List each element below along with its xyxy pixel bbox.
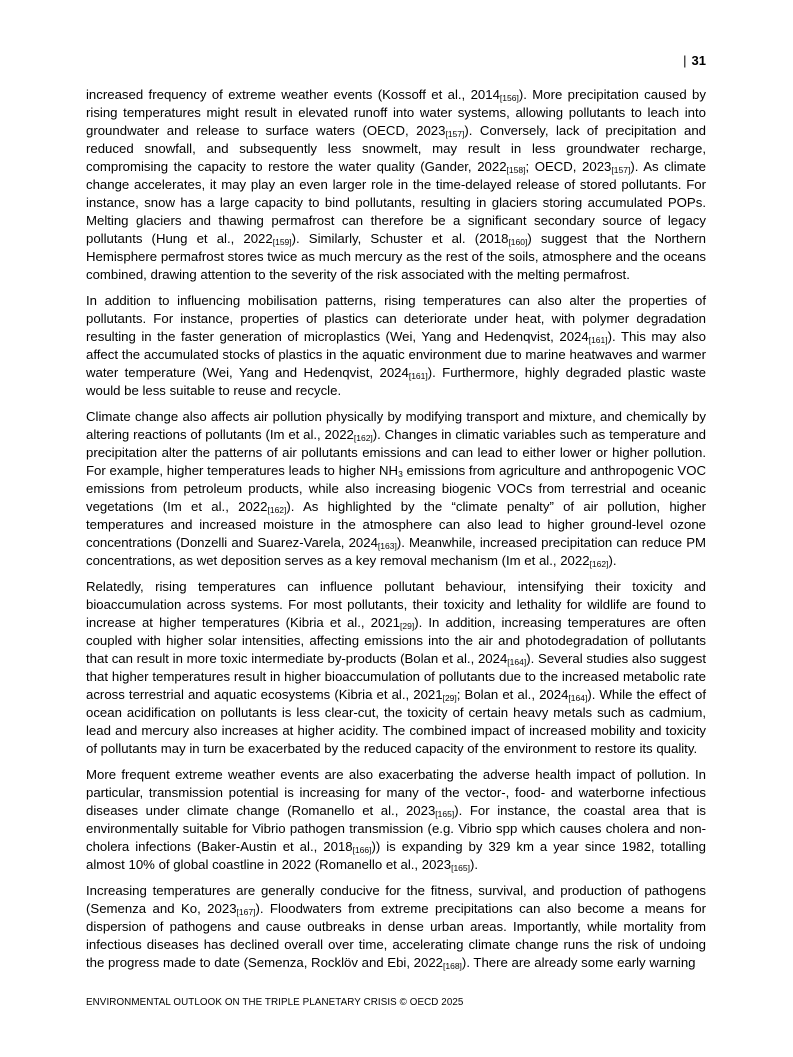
paragraph: More frequent extreme weather events are also exacerbating the adverse health impact of pollution. In particular, transmission potential is increasing for many of the vector-, food- and waterborne infectious diseases under climate change (Romanello et al., $2023_{[165]}$). For instance, the coastal area that is environmentally suitable for Vibrio pathogen transmission (e.g. Vibrio spp which causes cholera and non-cholera infections (Baker-Austin et al., $2018_{[166]}$)) is expanding by 329 km a year since 1982, totalling almost 10% of global coastline in 2022 (Romanello et al., $2023_{[165]}$). <box>86 767 706 873</box>
paragraph: Increasing temperatures are generally conducive for the fitness, survival, and production of pathogens (Semenza and Ko, $2023_{[167]}$). Floodwaters from extreme precipitations can also become a means for dispersion of pathogens and cause outbreaks in dense urban areas. Importantly, while mortality from infectious diseases has declined overall over time, accelerating climate change runs the risk of undoing the progress made to date (Semenza, Rocklöv and Ebi, $2022_{[168]}$). There are already some early warning <box>86 883 706 971</box>
citation-subscript: 3 <box>398 468 403 479</box>
paragraph: increased frequency of extreme weather events (Kossoff et al., $2014_{[156]}$). More precipitation caused by rising temperatures might result in elevated runoff into water systems, allowing pollutants to leach into groundwater and release to surface waters (OECD, $2023_{[157]}$). Conversely, lack of precipitation and reduced snowfall, and subsequently less snowmelt, may result in less groundwater recharge, compromising the capacity to restore the water quality (Gander, $2022_{[158]}$; OECD, $2023_{[157]}$). As climate change accelerates, it may play an even larger role in the time-delayed release of stored pollutants. For instance, snow has a large capacity to bind pollutants, resulting in glaciers storing accumulated POPs. Melting glaciers and thawing permafrost can therefore be a significant secondary source of legacy pollutants (Hung et al., $2022_{[159]}$). Similarly, Schuster et al. $(2018_{[160]})$ suggest that the Northern Hemisphere permafrost stores twice as much mercury as the rest of the soils, atmosphere and the oceans combined, drawing attention to the severity of the risk associated with the melting permafrost. <box>86 87 706 282</box>
citation-subscript: [168] <box>443 960 462 971</box>
paragraph: Climate change also affects air pollution physically by modifying transport and mixture, and chemically by altering reactions of pollutants (Im et al., $2022_{[162]}$). Changes in climatic variables such as temperature and precipitation alter the patterns of air pollutants emissions and can lead to either lower or higher pollution. For example, higher temperatures leads to higher $NH_3$ emissions from agriculture and anthropogenic VOC emissions from petroleum products, while also increasing biogenic VOCs from terrestrial and oceanic vegetations (Im et al., $2022_{[162]}$). As highlighted by the “climate penalty” of air pollution, higher temperatures and increased moisture in the atmosphere can also lead to higher ground-level ozone concentrations (Donzelli and Suarez-Varela, $2024_{[163]}$). Meanwhile, increased precipitation can reduce PM concentrations, as wet deposition serves as a key removal mechanism (Im et al., $2022_{[162]}$). <box>86 409 707 569</box>
citation-subscript: [164] <box>568 692 588 703</box>
citation-subscript: [158] <box>506 164 526 175</box>
citation-subscript: [162] <box>589 558 609 569</box>
citation-subscript: [160] <box>508 236 528 247</box>
citation-subscript: [166] <box>352 844 372 855</box>
citation-subscript: [159] <box>272 236 292 247</box>
page-number-separator: | <box>683 53 687 68</box>
citation-subscript: [161] <box>408 370 428 381</box>
paragraph: In addition to influencing mobilisation patterns, rising temperatures can also alter the properties of pollutants. For instance, properties of plastics can deteriorate under heat, with polymer degradation resulting in the faster generation of microplastics (Wei, Yang and Hedenqvist, $2024_{[161]}$). This may also affect the accumulated stocks of plastics in the aquatic environment due to marine heatwaves and warmer water temperature (Wei, Yang and Hedenqvist, $2024_{[161]}$). Furthermore, highly degraded plastic waste would be less suitable to reuse and recycle. <box>86 293 707 398</box>
page-number: 31 <box>691 53 706 68</box>
page-body <box>86 86 706 980</box>
citation-subscript: [161] <box>588 334 608 345</box>
citation-subscript: [167] <box>236 906 256 917</box>
citation-subscript: [29] <box>442 692 457 703</box>
citation-subscript: [165] <box>451 862 470 873</box>
citation-subscript: [29] <box>400 620 415 631</box>
footer-text: ENVIRONMENTAL OUTLOOK ON THE TRIPLE PLANETARY CRISIS © OECD 2025 <box>86 997 464 1008</box>
page-footer <box>86 997 463 1009</box>
citation-subscript: [165] <box>435 808 455 819</box>
citation-subscript: [164] <box>507 656 527 667</box>
citation-subscript: [156] <box>499 92 519 103</box>
citation-subscript: [162] <box>267 504 287 515</box>
citation-subscript: [157] <box>445 128 465 139</box>
page-header <box>683 53 706 69</box>
citation-subscript: [157] <box>611 164 631 175</box>
citation-subscript: [163] <box>377 540 397 551</box>
citation-subscript: [162] <box>353 432 373 443</box>
paragraph: Relatedly, rising temperatures can influence pollutant behaviour, intensifying their toxicity and bioaccumulation across systems. For most pollutants, their toxicity and lethality for wildlife are found to increase at higher temperatures (Kibria et al., $2021_{[29]}$). In addition, increasing temperatures are often coupled with higher solar intensities, affecting emissions into the air and photodegradation of pollutants that can result in more toxic intermediate by-products (Bolan et al., $2024_{[164]}$). Several studies also suggest that higher temperatures result in higher bioaccumulation of pollutants due to the increased metabolic rate across terrestrial and aquatic ecosystems (Kibria et al., $2021_{[29]}$; Bolan et al., $2024_{[164]}$). While the effect of ocean acidification on pollutants is less clear-cut, the toxicity of certain heavy metals such as cadmium, lead and mercury also increases at higher acidity. The combined impact of increased mobility and toxicity of pollutants may in turn be exacerbated by the reduced capacity of the environment to restore its quality. <box>86 579 707 756</box>
